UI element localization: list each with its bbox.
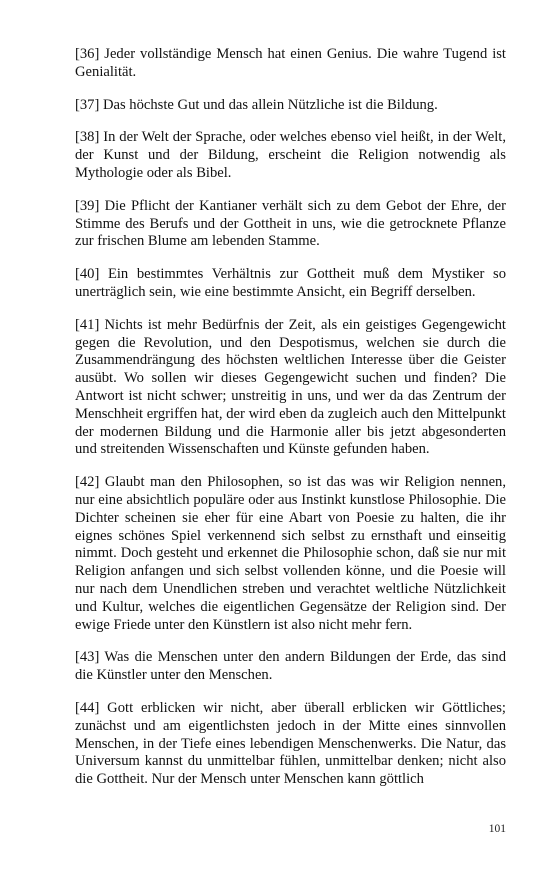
paragraph-38: [38] In der Welt der Sprache, oder welches ebenso viel heißt, in der Welt, der Kunst und der Bildung, erscheint die Religion notwendig als Mythologie oder als Bibel. xyxy=(75,129,506,181)
paragraph-41: [41] Nichts ist mehr Bedürfnis der Zeit, als ein geistiges Gegengewicht gegen die Revolution, und den Despotismus, welchen sie durch die Zusammendrängung des höchsten weltlichen Interesse über die Geister ausübt. Wo sollen wir dieses Gegengewicht suchen und finden? Die Antwort ist nicht schwer; unstreitig in uns, und wer da das Zentrum der Menschheit ergriffen hat, der wird eben da zugleich auch den Mittelpunkt der modernen Bildung und die Harmonie aller bis jetzt abgesonderten und streitenden Wissenschaften und Künste gefunden haben. xyxy=(75,316,506,458)
paragraph-42: [42] Glaubt man den Philosophen, so ist das was wir Religion nennen, nur eine absichtlich populäre oder aus Instinkt kunstlose Philosophie. Die Dichter scheinen sie eher für eine Abart von Poesie zu halten, die ihr eignes schönes Spiel verkennend sich selbst zu ernsthaft und einseitig nimmt. Doch gesteht und erkennet die Philosophie schon, daß sie nur mit Religion anfangen und sich selbst vollenden könne, und die Poesie will nur nach dem Unendlichen streben und verachtet weltliche Nützlichkeit und Kultur, welches die eigentlichen Gegensätze der Religion sind. Der ewige Friede unter den Künstlern ist also nicht mehr fern. xyxy=(75,474,506,633)
paragraph-36: [36] Jeder vollständige Mensch hat einen Genius. Die wahre Tugend ist Genialität. xyxy=(75,46,506,80)
body-text xyxy=(75,46,506,804)
paragraph-37: [37] Das höchste Gut und das allein Nützliche ist die Bildung. xyxy=(75,96,438,113)
paragraph-39: [39] Die Pflicht der Kantianer verhält sich zu dem Gebot der Ehre, der Stimme des Berufs und der Gottheit in uns, wie die getrocknete Pflanze zur frischen Blume am lebenden Stamme. xyxy=(75,197,506,250)
page-number: 101 xyxy=(488,823,506,835)
paragraph-40: [40] Ein bestimmtes Verhältnis zur Gottheit muß dem Mystiker so unerträglich sein, wie eine bestimmte Ansicht, ein Begriff derselben. xyxy=(75,266,506,300)
paragraph-44: [44] Gott erblicken wir nicht, aber überall erblicken wir Göttliches; zunächst und am eigentlichsten jedoch in der Mitte eines sinnvollen Menschen, in der Tiefe eines lebendigen Menschenwerks. Die Natur, das Universum kannst du unmittelbar fühlen, unmittelbar denken; nicht also die Gottheit. Nur der Mensch unter Menschen kann göttlich xyxy=(75,699,506,788)
paragraph-43: [43] Was die Menschen unter den andern Bildungen der Erde, das sind die Künstler unter den Menschen. xyxy=(75,649,506,684)
